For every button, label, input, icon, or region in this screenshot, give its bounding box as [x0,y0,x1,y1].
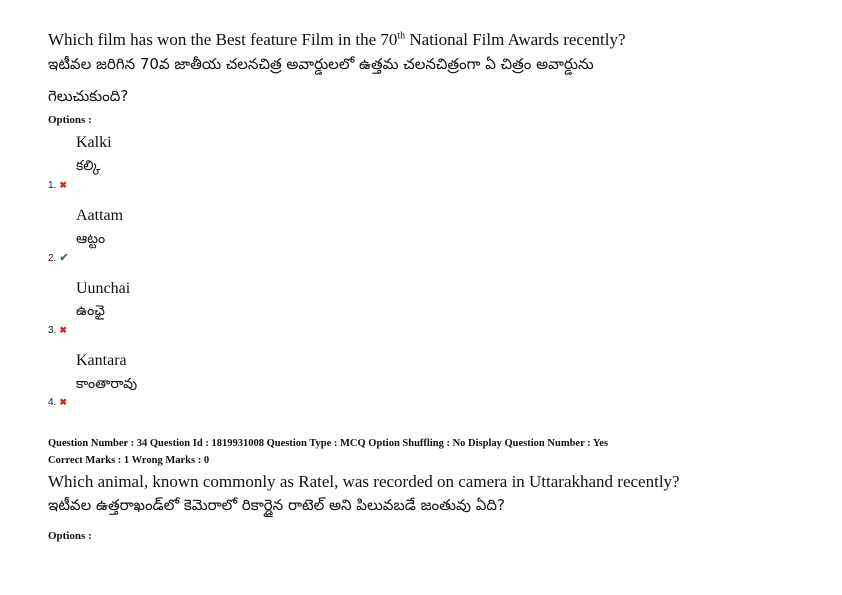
question-text-en: Which animal, known commonly as Ratel, was recorded on camera in Uttarakhand recently? [48,472,680,491]
question-text-en [48,30,625,50]
question-text-te: ఇటీవల ఉత్తరాఖండ్‌లో కెమెరాలో రికార్డైన రాటెల్ అని పిలువబడే జంతువు ఏది? [48,496,505,514]
question-text-part: Which film has won the Best feature Film in the 70 [48,30,398,49]
options-label: Options : [48,530,92,542]
question-text-te-line2: గెలుచుకుంది? [48,87,129,105]
option-3-marker [48,320,67,338]
options-label: Options : [48,114,92,126]
wrong-mark-icon: ✖ [59,325,67,335]
option-number: 4. [48,397,57,408]
option-4-text-te[interactable]: కాంతారావు [76,376,138,392]
option-1-marker [48,175,67,193]
question-text-te-line1: ఇటీవల జరిగిన 70వ జాతీయ చలనచిత్ర అవార్డులలో ఉత్తమ చలనచిత్రంగా ఏ చిత్రం అవార్డును [48,55,594,73]
question-text-part: National Film Awards recently? [405,30,626,49]
option-4-marker [48,392,67,410]
option-3-text-en[interactable]: Uunchai [76,280,131,297]
ordinal-suffix: th [397,30,406,42]
wrong-mark-icon: ✖ [59,397,67,407]
question-meta-line1: Question Number : 34 Question Id : 1819931008 Question Type : MCQ Option Shuffling : No Display Question Number : Yes [48,438,609,449]
question-meta-line2: Correct Marks : 1 Wrong Marks : 0 [48,455,210,466]
option-number: 1. [48,180,57,191]
option-3-text-te[interactable]: ఉంఛై [76,303,105,319]
correct-check-icon: ✔ [59,252,69,264]
option-4-text-en[interactable]: Kantara [76,352,127,369]
option-1-text-te[interactable]: కల్కి [76,158,101,174]
option-number: 3. [48,325,57,336]
wrong-mark-icon: ✖ [59,180,67,190]
option-2-text-en[interactable]: Aattam [76,207,124,224]
option-1-text-en[interactable]: Kalki [76,134,112,151]
option-2-text-te[interactable]: ఆట్టం [76,231,106,247]
option-number: 2. [48,253,57,264]
option-2-marker [48,248,69,266]
